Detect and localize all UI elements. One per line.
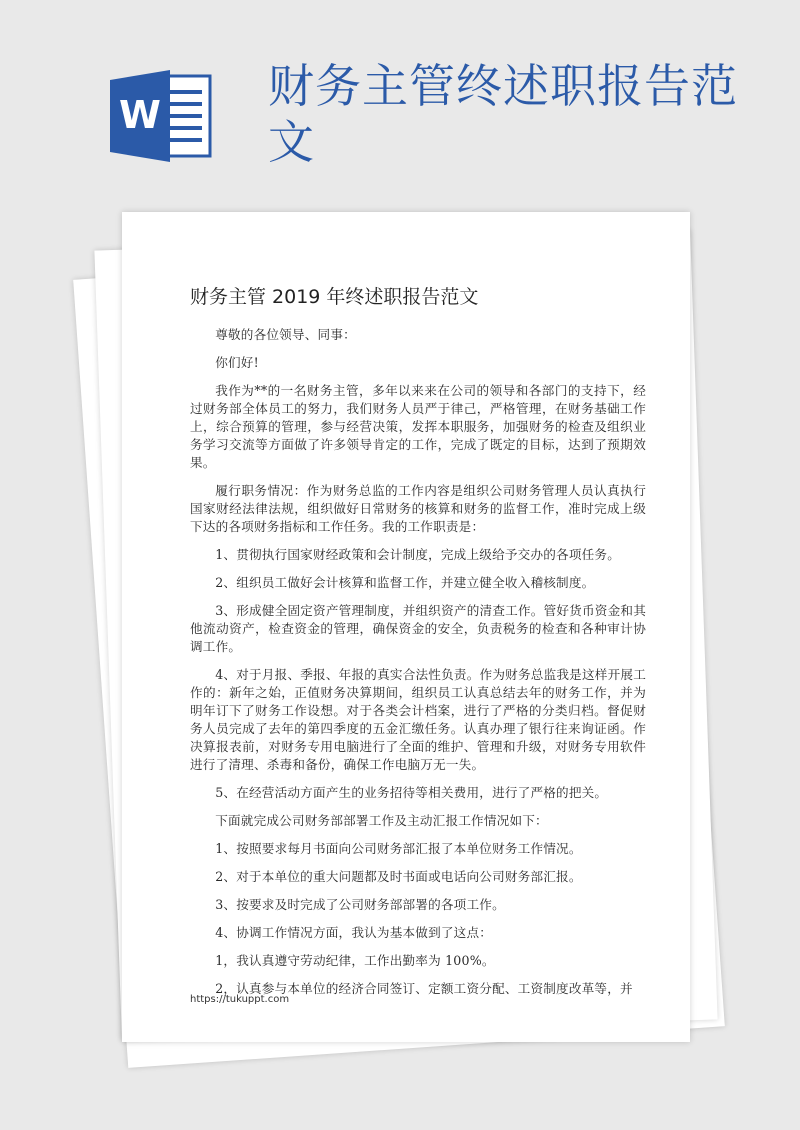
paragraph: 你们好! [215,355,259,370]
paragraph: 1、贯彻执行国家财经政策和会计制度，完成上级给予交办的各项任务。 [215,547,621,562]
paragraph: 下面就完成公司财务部部署工作及主动汇报工作情况如下： [215,813,548,828]
word-document-icon [110,70,214,162]
page-title: 财务主管终述职报告范文 [268,59,738,169]
document-body [190,326,646,1008]
paragraph: 2、对于本单位的重大问题都及时书面或电话向公司财务部汇报。 [215,869,582,884]
paragraph: 尊敬的各位领导、同事： [215,327,356,342]
paragraph: 我作为**的一名财务主管，多年以来来在公司的领导和各部门的支持下，经过财务部全体员工的努力，我们财务人员严于律己，严格管理，在财务基础工作上，综合预算的管理，参与经营决策，发挥本职服务，加强财务的检查及组织业务学习交流等方面做了许多领导肯定的工作，完成了既定的目标，达到了预期效果。 [190,383,646,470]
paragraph: 2，认真参与本单位的经济合同签订、定额工资分配、工资制度改革等，并 [215,981,633,996]
paragraph: 1，我认真遵守劳动纪律，工作出勤率为 100%。 [215,953,495,968]
paragraph: 履行职务情况：作为财务总监的工作内容是组织公司财务管理人员认真执行国家财经法律法规，组织做好日常财务的核算和财务的监督工作，准时完成上级下达的各项财务指标和工作任务。我的工作职责是： [190,483,646,534]
document-title: 财务主管 2019 年终述职报告范文 [190,286,479,308]
document-content [122,212,690,1042]
paragraph: 4、协调工作情况方面，我认为基本做到了这点： [215,925,493,940]
paragraph: 4、对于月报、季报、年报的真实合法性负责。作为财务总监我是这样开展工作的：新年之始，正值财务决算期间，组织员工认真总结去年的财务工作，并为明年订下了财务工作设想。对于各类会计档案，进行了严格的分类归档。督促财务人员完成了去年的第四季度的五金汇缴任务。认真办理了银行往来询证函。作决算报表前，对财务专用电脑进行了全面的维护、管理和升级，对财务专用软件进行了清理、杀毒和备份，确保工作电脑万无一失。 [190,667,646,772]
paragraph: 3、按要求及时完成了公司财务部部署的各项工作。 [215,897,505,912]
footer-url: https://tukuppt.com [190,994,290,1005]
paragraph: 2、组织员工做好会计核算和监督工作，并建立健全收入稽核制度。 [215,575,595,590]
paragraph: 5、在经营活动方面产生的业务招待等相关费用，进行了严格的把关。 [215,785,608,800]
paragraph: 1、按照要求每月书面向公司财务部汇报了本单位财务工作情况。 [215,841,582,856]
paragraph: 3、形成健全固定资产管理制度，并组织资产的清查工作。管好货币资金和其他流动资产，检查资金的管理，确保资金的安全，负责税务的检查和各种审计协调工作。 [190,603,646,654]
svg-text:W: W [119,93,161,137]
